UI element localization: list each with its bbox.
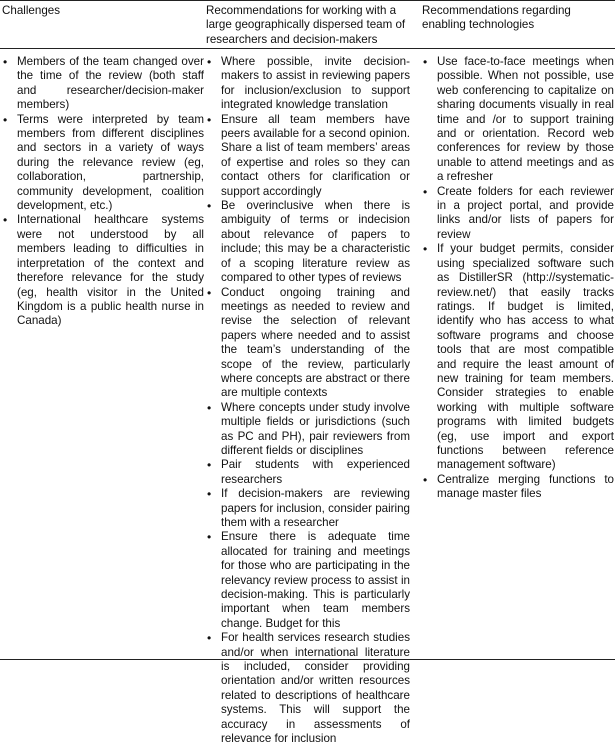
- technology-recommendations-column: [422, 55, 614, 502]
- list-item: • If your budget permits, consider using specialized software such as DistillerSR (http://systematic-review.net/) that easily tracks ratings. If budget is limited, identify who has access to what software programs and choose tools that are most compatible and require the least amount of new training for team members. Consider strategies to enable working with multiple software programs with limited budgets (eg, use import and export functions between reference management software): [422, 242, 614, 473]
- list-item: • Terms were interpreted by team members from different disciplines and sectors in a variety of ways during the relevance review (eg, collaboration, partnership, community development, coalition development, etc.): [2, 113, 204, 214]
- list-item: • Where possible, invite decision-makers to assist in reviewing papers for inclusion/exclusion to support integrated knowledge translation: [206, 55, 410, 113]
- list-item: • If decision-makers are reviewing papers for inclusion, consider pairing them with a researcher: [206, 487, 410, 530]
- list-item: • Centralize merging functions to manage master files: [422, 473, 614, 502]
- header-technology-recommendations: Recommendations regarding enabling technologies: [422, 4, 571, 32]
- technology-recommendations-list: [422, 55, 614, 502]
- list-item: • Members of the team changed over the time of the review (both staff and researcher/decision-maker members): [2, 55, 204, 113]
- list-item: • Be overinclusive when there is ambiguity of terms or indecision about relevance of papers to include; this may be a characteristic of a scoping literature review as compared to other types of reviews: [206, 199, 410, 285]
- list-item: • Pair students with experienced researchers: [206, 458, 410, 487]
- header-team-recommendations: Recommendations for working with a large geographically dispersed team of researchers and decision-makers: [206, 4, 406, 46]
- team-recommendations-column: [206, 55, 410, 747]
- bottom-rule: [0, 659, 615, 660]
- list-item: • Use face-to-face meetings when possible. When not possible, use web conferencing to capitalize on sharing documents visually in real time and /or to support training and or orientation. Record web conferences for review by those unable to attend meetings and as a refresher: [422, 55, 614, 185]
- team-recommendations-list: [206, 55, 410, 747]
- list-item: • Where concepts under study involve multiple fields or jurisdictions (such as PC and PH), pair reviewers from different fields or disciplines: [206, 401, 410, 459]
- header-rule: [0, 48, 615, 49]
- list-item: • Ensure all team members have peers available for a second opinion. Share a list of team members’ areas of expertise and roles so they can contact others for clarification or support accordingly: [206, 113, 410, 199]
- challenges-column: [2, 55, 204, 329]
- list-item: • Create folders for each reviewer in a project portal, and provide links and/or lists of papers for review: [422, 185, 614, 243]
- top-rule: [0, 0, 615, 1]
- list-item: • Ensure there is adequate time allocated for training and meetings for those who are participating in the relevancy review process to assist in decision-making. This is particularly important when team members change. Budget for this: [206, 530, 410, 631]
- challenges-list: [2, 55, 204, 329]
- list-item: • International healthcare systems were not understood by all members leading to difficulties in interpretation of the context and therefore relevance for the study (eg, health visitor in the United Kingdom is a public health nurse in Canada): [2, 213, 204, 328]
- header-challenges: Challenges: [2, 4, 61, 17]
- list-item: • For health services research studies and/or when international literature is included, consider providing orientation and/or written resources related to descriptions of healthcare systems. This will support the accuracy in assessments of relevance for inclusion: [206, 631, 410, 746]
- list-item: • Conduct ongoing training and meetings as needed to review and revise the selection of relevant papers where needed and to assist the team’s understanding of the scope of the review, particularly where concepts are abstract or there are multiple contexts: [206, 286, 410, 401]
